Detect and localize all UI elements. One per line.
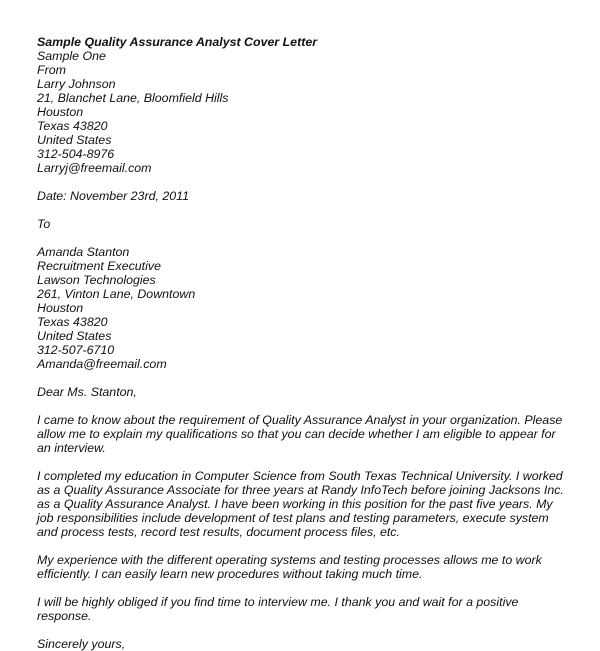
spacer — [37, 203, 577, 217]
recipient-country: United States — [37, 329, 112, 343]
body-paragraph: I came to know about the requirement of Quality Assurance Analyst in your organization. Please allow me to explain my qualifications so that you can decide whether I am eligible to appear for an interview. — [37, 413, 563, 455]
sender-country: United States — [37, 133, 112, 147]
body-paragraph: I completed my education in Computer Science from South Texas Technical University. I worked as a Quality Assurance Associate for three years at Randy InfoTech before joining Jacksons Inc. as a Quality Assurance Analyst. I have been working in this position for the past five years. My job responsibilities include development of test plans and testing parameters, execute system and process tests, record test results, document process files, etc. — [37, 469, 564, 539]
letter-title: Sample Quality Assurance Analyst Cover Letter — [37, 35, 318, 49]
spacer — [37, 455, 577, 469]
recipient-title: Recruitment Executive — [37, 259, 161, 273]
spacer — [37, 371, 577, 385]
from-label: From — [37, 63, 66, 77]
spacer — [37, 581, 577, 595]
body-paragraph: I will be highly obliged if you find time to interview me. I thank you and wait for a positive response. — [37, 595, 519, 623]
spacer — [37, 539, 577, 553]
recipient-name: Amanda Stanton — [37, 245, 130, 259]
spacer — [37, 175, 577, 189]
recipient-block — [37, 245, 577, 371]
recipient-email: Amanda@freemail.com — [37, 357, 167, 371]
to-label: To — [37, 217, 51, 231]
sample-label: Sample One — [37, 49, 106, 63]
spacer — [37, 623, 577, 637]
cover-letter — [37, 35, 577, 651]
spacer — [37, 231, 577, 245]
recipient-phone: 312-507-6710 — [37, 343, 115, 357]
recipient-state-zip: Texas 43820 — [37, 315, 108, 329]
recipient-company: Lawson Technologies — [37, 273, 156, 287]
closing: Sincerely yours, — [37, 637, 126, 651]
sender-email: Larryj@freemail.com — [37, 161, 152, 175]
letter-date: Date: November 23rd, 2011 — [37, 189, 189, 203]
salutation: Dear Ms. Stanton, — [37, 385, 137, 399]
body-paragraph: My experience with the different operating systems and testing processes allows me to work efficiently. I can easily learn new procedures without taking much time. — [37, 553, 542, 581]
sender-block — [37, 77, 577, 175]
recipient-address: 261, Vinton Lane, Downtown — [37, 287, 196, 301]
sender-name: Larry Johnson — [37, 77, 116, 91]
sender-state-zip: Texas 43820 — [37, 119, 108, 133]
sender-phone: 312-504-8976 — [37, 147, 115, 161]
recipient-city: Houston — [37, 301, 84, 315]
sender-city: Houston — [37, 105, 84, 119]
spacer — [37, 399, 577, 413]
sender-address: 21, Blanchet Lane, Bloomfield Hills — [37, 91, 229, 105]
